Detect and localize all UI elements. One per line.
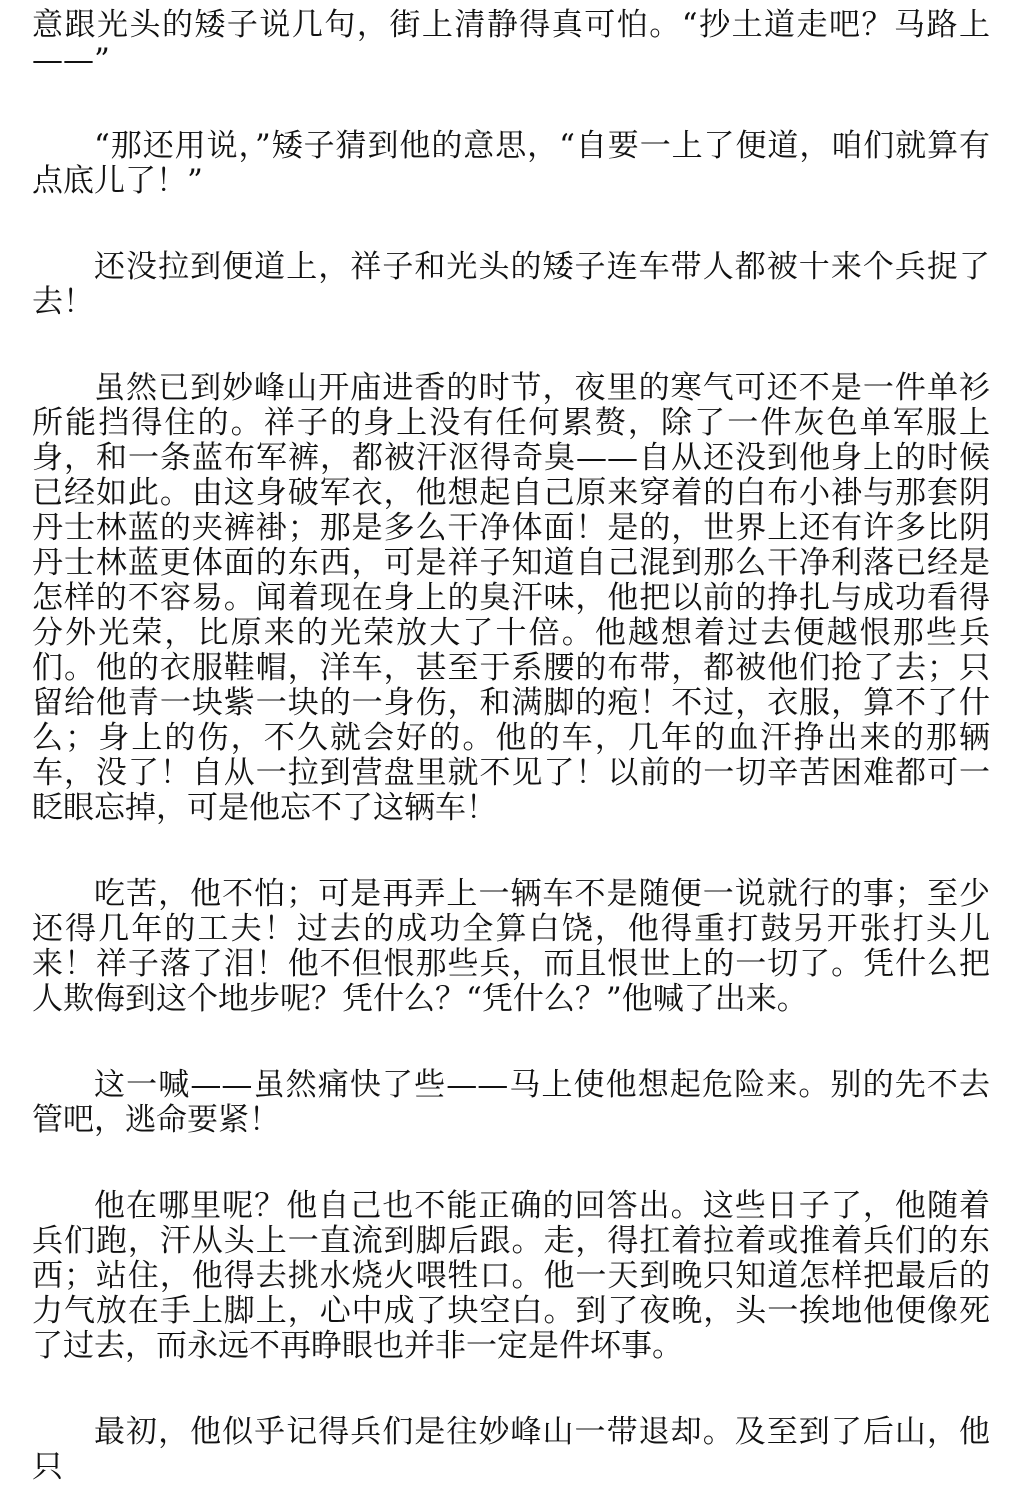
book-page — [32, 8, 990, 1485]
paragraph: 吃苦，他不怕；可是再弄上一辆车不是随便一说就行的事；至少还得几年的工夫！过去的成功全算白饶，他得重打鼓另开张打头儿来！祥子落了泪！他不但恨那些兵，而且恨世上的一切了。凭什么把人欺侮到这个地步呢？凭什么？“凭什么？”他喊了出来。 — [32, 876, 990, 1017]
paragraph: 这一喊——虽然痛快了些——马上使他想起危险来。别的先不去管吧，逃命要紧！ — [32, 1067, 990, 1138]
paragraph-continuation: 意跟光头的矮子说几句，街上清静得真可怕。“抄土道走吧？马路上——” — [32, 7, 990, 78]
paragraph: 他在哪里呢？他自己也不能正确的回答出。这些日子了，他随着兵们跑，汗从头上一直流到脚后跟。走，得扛着拉着或推着兵们的东西；站住，他得去挑水烧火喂牲口。他一天到晚只知道怎样把最后的力气放在手上脚上，心中成了块空白。到了夜晚，头一挨地他便像死了过去，而永远不再睁眼也并非一定是件坏事。 — [32, 1188, 990, 1364]
paragraph: 虽然已到妙峰山开庙进香的时节，夜里的寒气可还不是一件单衫所能挡得住的。祥子的身上没有任何累赘，除了一件灰色单军服上身，和一条蓝布军裤，都被汗沤得奇臭——自从还没到他身上的时候已经如此。由这身破军衣，他想起自己原来穿着的白布小褂与那套阴丹士林蓝的夹裤褂；那是多么干净体面！是的，世界上还有许多比阴丹士林蓝更体面的东西，可是祥子知道自己混到那么干净利落已经是怎样的不容易。闻着现在身上的臭汗味，他把以前的挣扎与成功看得分外光荣，比原来的光荣放大了十倍。他越想着过去便越恨那些兵们。他的衣服鞋帽，洋车，甚至于系腰的布带，都被他们抢了去；只留给他青一块紫一块的一身伤，和满脚的疱！不过，衣服，算不了什么；身上的伤，不久就会好的。他的车，几年的血汗挣出来的那辆车，没了！自从一拉到营盘里就不见了！以前的一切辛苦困难都可一眨眼忘掉，可是他忘不了这辆车！ — [32, 370, 990, 826]
paragraph: “那还用说，”矮子猜到他的意思，“自要一上了便道，咱们就算有点底儿了！” — [32, 128, 990, 199]
paragraph-truncated: 最初，他似乎记得兵们是往妙峰山一带退却。及至到了后山，他只 — [32, 1414, 990, 1485]
paragraph: 还没拉到便道上，祥子和光头的矮子连车带人都被十来个兵捉了去！ — [32, 249, 990, 320]
